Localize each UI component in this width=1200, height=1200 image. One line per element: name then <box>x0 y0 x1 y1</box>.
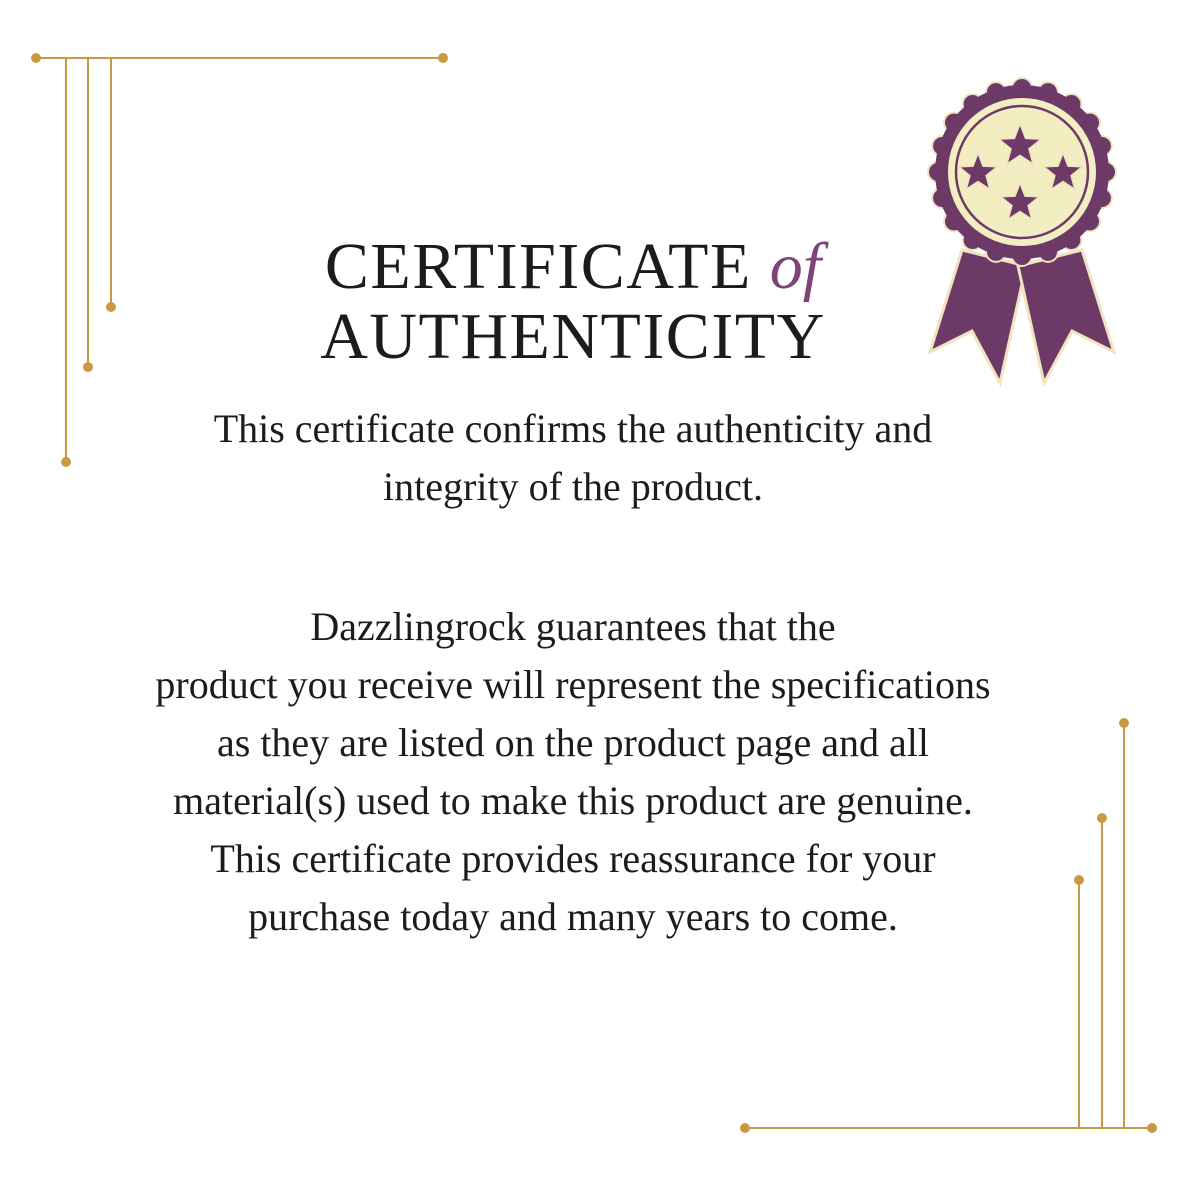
certificate-title-line1 <box>0 232 1146 302</box>
certificate-title <box>0 232 1146 372</box>
certificate-title-main: CERTIFICATE <box>324 230 752 303</box>
certificate-title-accent: of <box>769 230 822 303</box>
certificate-title-line2: AUTHENTICITY <box>320 300 826 373</box>
guarantee-paragraph: Dazzlingrock guarantees that the product you receive will represent the specifications as they are listed on the product page and all material(s) used to make this product are genuine. This certificate provides reassurance for your purchase today and many years to come. <box>155 604 991 939</box>
intro-paragraph: This certificate confirms the authenticity and integrity of the product. <box>213 406 933 509</box>
